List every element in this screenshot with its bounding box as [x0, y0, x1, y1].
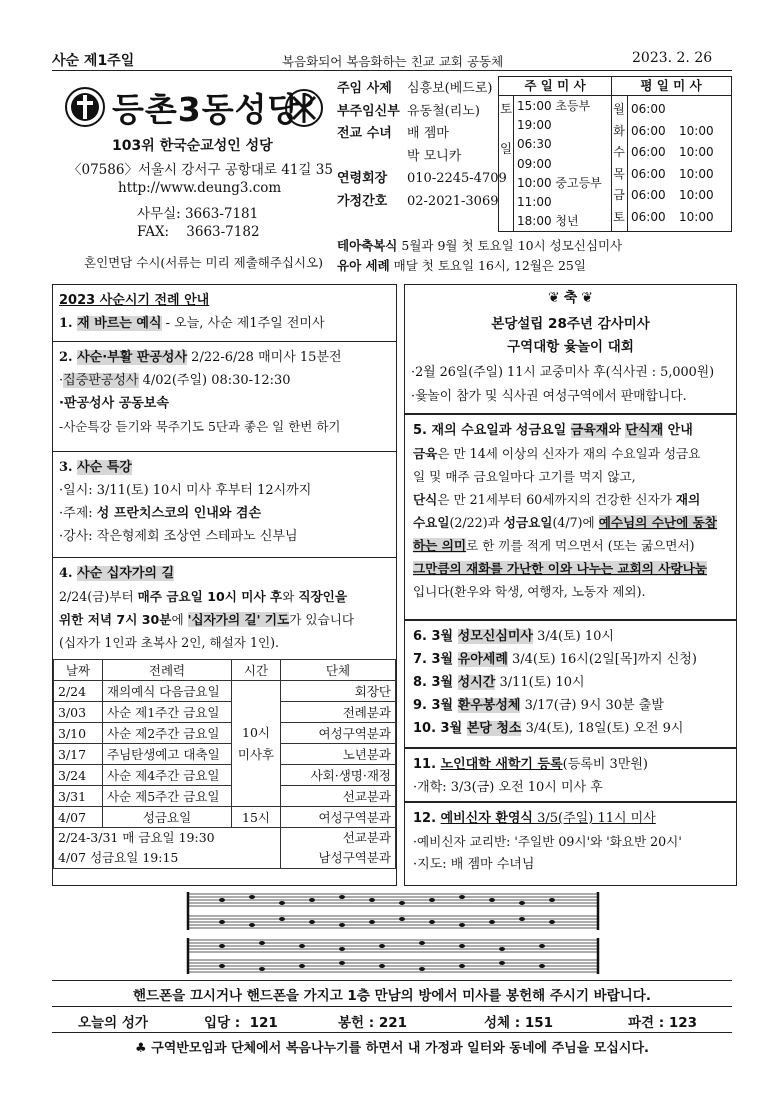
parish-name: 등촌3동성당	[112, 90, 301, 129]
hymn-communion: 성체 : 151	[484, 1015, 554, 1031]
parish-subtitle: 103위 한국순교성인 성당	[112, 138, 273, 154]
sunday-times: 15:00 초등부 19:00 06:30 09:00 10:00 중고등부 11:00 18:00 청년	[517, 99, 602, 229]
hymn-label: 오늘의 성가	[78, 1015, 148, 1031]
section-4: 4. 사순 십자가의 길 2/24(금)부터 매주 금요일 10시 미사 후와 직장인을 위한 저녁 7시 30분에 '십자가의 길' 기도가 있습니다 (십자가 1인과 초복사 2인, 해설자 1인).	[53, 557, 396, 657]
mass-schedule	[498, 76, 732, 232]
section-3: 3. 사순 특강 ·일시: 3/11(토) 10시 미사 후부터 12시까지 ·주제: 성 프란치스코의 인내와 겸손 ·강사: 작은형제회 조상연 스테파노 신부님	[53, 451, 396, 557]
anniversary-box: ❦ 축 ❦ 본당설립 28주년 감사미사 구역대항 윷놀이 대회 ·2월 26일(주일) 11시 교중미사 후(식사권 : 5,000원) ·윷놀이 참가 및 식사권 여성구역에서 판매합니다.	[404, 284, 737, 414]
weekday-times: 월 06:00 화 06:00 10:00 수 06:00 10:00 목 06:00 10:00 금 06:00 10:00 토 06:00 10:00	[613, 102, 714, 224]
table-header: 날짜 전례력 시간 단체	[54, 660, 396, 681]
sunday-mass-title: 주 일 미 사	[499, 77, 612, 96]
hymn-dismissal: 파견 : 123	[628, 1015, 698, 1031]
chi-rho-icon	[284, 88, 324, 128]
hymn-offertory: 봉헌 : 221	[338, 1015, 408, 1031]
motto: 복음화되어 복음화하는 친교 교회 공동체	[282, 54, 504, 69]
table-row: 2/24-3/31 매 금요일 19:30 4/07 성금요일 19:15 선교분과 남성구역분과	[54, 828, 396, 869]
week-title: 사순 제1주일	[52, 53, 135, 69]
event-6: 6. 3월 성모신심미사 3/4(토) 10시	[413, 629, 614, 644]
staff-list	[337, 78, 507, 213]
sheet-music-image	[182, 888, 602, 976]
staff-row: 전교 수녀 배 젬마	[337, 126, 449, 141]
sun-label: 일	[499, 141, 513, 156]
header-rule	[52, 70, 732, 71]
senior-college-box: 11. 노인대학 새학기 등록(등록비 3만원) ·개학: 3/3(금) 오전 10시 미사 후	[404, 748, 737, 802]
weekday-mass-title: 평 일 미 사	[611, 77, 731, 96]
staff-row: 박 모니카	[407, 148, 462, 164]
table-row: 3/31 사순 제5주간 금요일 선교분과	[54, 786, 396, 807]
section-2: 2. 사순·부활 판공성사 2/22-6/28 매미사 15분전 ·집중판공성사 4/02(주일) 08:30-12:30 ·판공성사 공동보속 -사순특강 듣기와 묵주기도 5단과 좋은 일 한번 하기	[53, 341, 396, 437]
gospel-sharing-notice: ♣ 구역반모임과 단체에서 복음나누기를 하면서 내 가정과 일터와 동네에 주님을 모십시다.	[135, 1041, 649, 1056]
march-events-box	[404, 620, 737, 748]
parish-website[interactable]: http://www.deung3.com	[118, 180, 282, 196]
table-row: 2/24 재의예식 다음금요일 10시 미사후 회장단	[54, 681, 396, 702]
issue-date: 2023. 2. 26	[632, 50, 713, 66]
sat-label: 토	[499, 101, 513, 116]
staff-row: 가정간호 02-2021-3069	[337, 193, 499, 209]
lent-guide-title: 2023 사순시기 전례 안내	[59, 293, 210, 308]
event-7: 7. 3월 유아세례 3/4(토) 16시(2일[목]까지 신청)	[413, 652, 697, 667]
fax-number: FAX: 3663-7182	[137, 224, 260, 240]
section-1: 2023 사순시기 전례 안내 1. 재 바르는 예식 - 오늘, 사순 제1주일 전미사	[59, 289, 390, 335]
event-10: 10. 3월 본당 청소 3/4(토), 18일(토) 오전 9시	[413, 721, 684, 736]
parish-address: 〈07586〉서울시 강서구 공항대로 41길 35	[68, 162, 333, 178]
staff-row: 연령회장 010-2245-4709	[337, 171, 507, 186]
extra-services	[337, 236, 622, 276]
catechumen-box: 12. 예비신자 환영식 3/5(주일) 11시 미사 ·예비신자 교리반: '주일반 09시'와 '화요반 20시' ·지도: 배 젬마 수녀님	[404, 802, 737, 886]
parish-seal-icon	[64, 86, 106, 128]
extra-row: 유아 세례 매달 첫 토요일 16시, 12월은 25일	[337, 258, 586, 273]
phone-notice: 핸드폰을 끄시거나 핸드폰을 가지고 1층 만남의 방에서 미사를 봉헌해 주시기 바랍니다.	[133, 988, 651, 1004]
office-phone: 사무실: 3663-7181	[137, 206, 259, 222]
yut-game-title: 구역대항 윷놀이 대회	[507, 339, 634, 355]
table-row: 4/07 성금요일 15시 여성구역분과	[54, 807, 396, 828]
staff-row: 주임 사제 심흥보(베드로)	[337, 81, 493, 96]
stations-schedule-table	[53, 659, 396, 869]
table-row: 3/17 주님탄생예고 대축일 노년분과	[54, 744, 396, 765]
left-notices	[52, 284, 397, 886]
event-8: 8. 3월 성시간 3/11(토) 10시	[413, 675, 585, 690]
extra-row: 테아축복식 5월과 9월 첫 토요일 10시 성모신심미사	[337, 238, 623, 253]
event-9: 9. 3월 환우봉성체 3/17(금) 9시 30분 출발	[413, 698, 664, 713]
fasting-box: 5. 재의 수요일과 성금요일 금육재와 단식재 안내 금육은 만 14세 이상의 신자가 재의 수요일과 성금요 일 및 매주 금요일마다 고기를 먹지 않고, 단식은 만 21세부터 60세까지의 건강한 신자가 재의 수요일(2/22)과 성금요일(4/7)에 예수님의 수난에 동참 하는 의미로 한 끼를 적게 먹으면서 (또는 굶으면서) 그만큼의 재화를 가난한 이와 나누는 교회의 사랑나눔 입니다(환우와 학생, 여행자, 노동자 제외).	[404, 414, 737, 620]
marriage-notice: 혼인면담 수시(서류는 미리 제출해주십시오)	[84, 255, 324, 270]
table-row: 3/10 사순 제2주간 금요일 여성구역분과	[54, 723, 396, 744]
staff-row: 부주임신부 유동철(리노)	[337, 103, 480, 119]
time-cell: 10시 미사후	[232, 681, 281, 807]
celebrate-emblem: ❦ 축 ❦	[548, 290, 593, 306]
table-row: 3/24 사순 제4주간 금요일 사회·생명·재정	[54, 765, 396, 786]
table-row: 3/03 사순 제1주간 금요일 전례분과	[54, 702, 396, 723]
hymn-entrance: 입당 : 121	[204, 1015, 278, 1031]
anniversary-title: 본당설립 28주년 감사미사	[491, 316, 650, 332]
